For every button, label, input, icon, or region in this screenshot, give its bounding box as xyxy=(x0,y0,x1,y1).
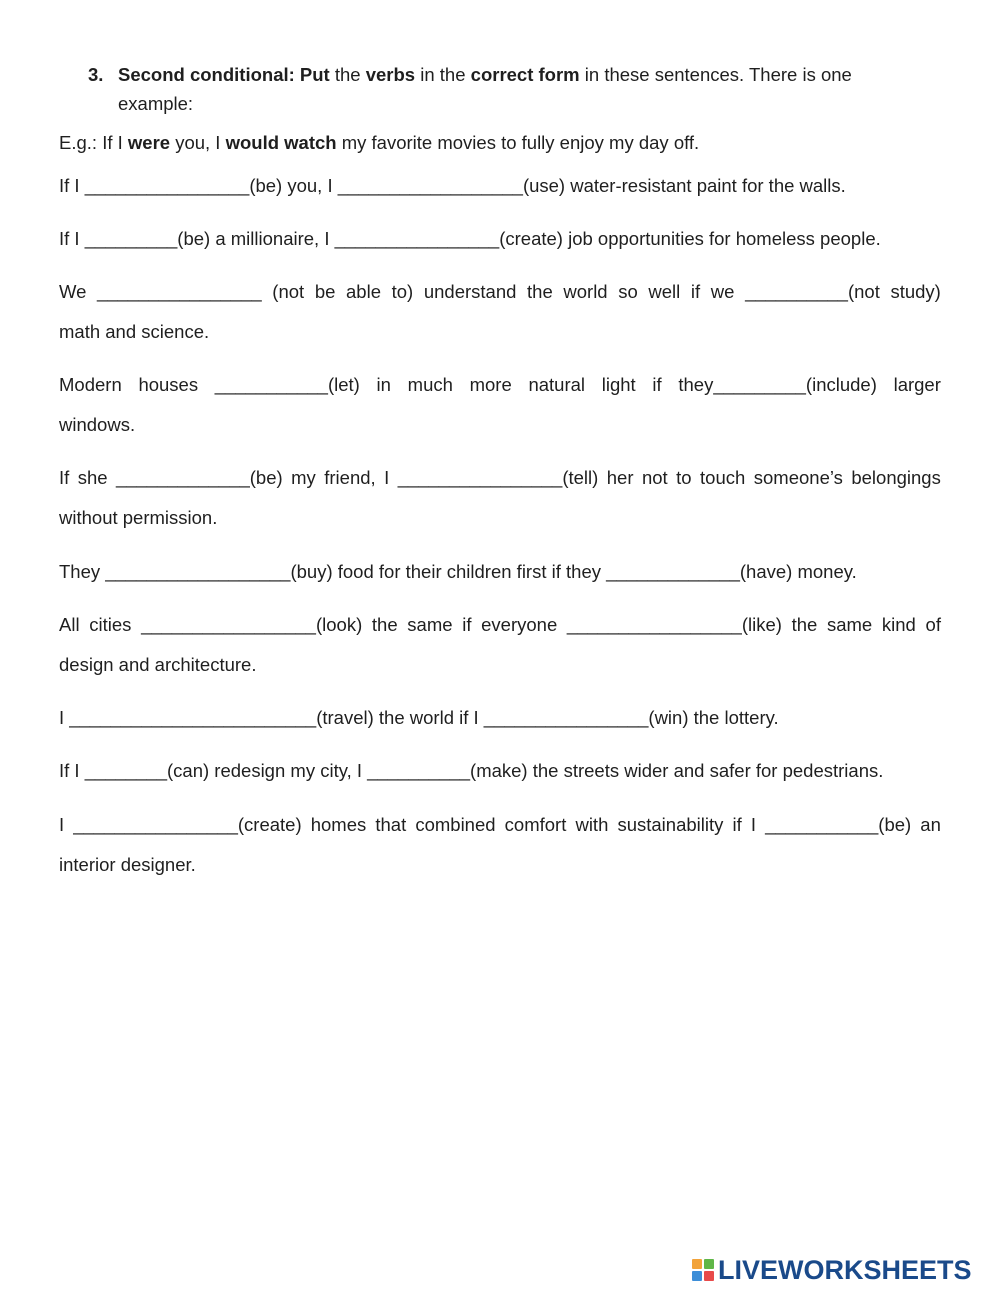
liveworksheets-logo xyxy=(692,1255,972,1285)
sentence-line xyxy=(59,412,941,452)
sentence-text: able xyxy=(346,281,381,302)
exercise-heading xyxy=(88,60,908,118)
sentence-text: light xyxy=(601,374,636,395)
example-part: my favorite movies to fully enjoy my day off. xyxy=(336,132,700,153)
exercise-item xyxy=(59,372,941,452)
sentence-text: someone’s xyxy=(753,467,843,488)
sentence-text: with xyxy=(575,814,609,835)
sentence-text: her xyxy=(606,467,634,488)
instruction-part: in the xyxy=(415,64,471,85)
instruction-part: in these sentences. There is one example: xyxy=(118,64,852,114)
sentence-line xyxy=(59,279,941,319)
sentence-text: the xyxy=(371,614,398,635)
sentence-text: ________________(create) xyxy=(73,814,302,835)
sentence-text: ___________(let) xyxy=(214,374,360,395)
sentence-line xyxy=(59,705,941,745)
example-part: you, I xyxy=(170,132,226,153)
sentence-text: belongings xyxy=(851,467,941,488)
sentence-text: study) xyxy=(890,281,941,302)
sentence-line xyxy=(59,652,941,692)
sentence-text: sustainability xyxy=(617,814,724,835)
sentence-text: design and architecture. xyxy=(59,654,257,675)
exercise-number: 3. xyxy=(88,64,104,85)
sentence-text: larger xyxy=(893,374,941,395)
sentence-line xyxy=(59,319,941,359)
sentence-text: to) xyxy=(391,281,414,302)
exercise-item xyxy=(59,705,941,745)
sentence-text: _________________(like) xyxy=(566,614,782,635)
sentence-text: homes xyxy=(310,814,367,835)
sentence-text: so xyxy=(618,281,638,302)
sentence-text: cities xyxy=(89,614,132,635)
sentence-text: touch xyxy=(700,467,746,488)
sentence-text: comfort xyxy=(504,814,567,835)
sentence-text: she xyxy=(77,467,108,488)
sentence-text: kind xyxy=(881,614,916,635)
sentence-text: everyone xyxy=(481,614,558,635)
sentence-text: to xyxy=(676,467,692,488)
sentence-text: the xyxy=(527,281,553,302)
logo-text: LIVEWORKSHEETS xyxy=(718,1254,972,1285)
sentence-text: same xyxy=(407,614,453,635)
sentence-line xyxy=(59,758,941,798)
sentence-text: the xyxy=(791,614,818,635)
sentence-text: I xyxy=(59,814,65,835)
badge-tile xyxy=(692,1271,702,1281)
exercise-instructions xyxy=(118,60,908,118)
sentence-text: much xyxy=(407,374,453,395)
logo-badge-icon xyxy=(692,1259,714,1281)
sentence-text: _________________(look) xyxy=(141,614,363,635)
sentence-text: friend, xyxy=(324,467,376,488)
badge-tile xyxy=(704,1271,714,1281)
sentence-text: I xyxy=(384,467,390,488)
sentence-text: same xyxy=(826,614,873,635)
exercise-item xyxy=(59,226,941,266)
sentence-text: If xyxy=(59,467,70,488)
sentence-text: I xyxy=(750,814,756,835)
exercise-item xyxy=(59,173,941,213)
sentence-text: my xyxy=(291,467,316,488)
sentence-line xyxy=(59,226,941,266)
sentence-line xyxy=(59,173,941,213)
exercise-item xyxy=(59,612,941,692)
instruction-part: the xyxy=(329,64,366,85)
instruction-part: verbs xyxy=(365,64,416,85)
exercise-item xyxy=(59,559,941,599)
sentence-text: if xyxy=(732,814,742,835)
exercise-item xyxy=(59,465,941,545)
sentence-text: If I ________(can) redesign my city, I __________(make) the streets wider and safer for pedestrians. xyxy=(59,760,884,781)
sentence-text: we xyxy=(710,281,735,302)
sentence-text: If I _________(be) a millionaire, I ________________(create) job opportunities for homeless people. xyxy=(59,228,881,249)
sentence-text: ________________(tell) xyxy=(397,467,599,488)
sentence-line xyxy=(59,812,941,852)
sentence-text: if xyxy=(652,374,662,395)
sentence-text: (not xyxy=(272,281,305,302)
sentence-line xyxy=(59,505,941,545)
exercise-item xyxy=(59,758,941,798)
badge-tile xyxy=(692,1259,702,1269)
sentence-line xyxy=(59,852,941,892)
sentence-text: understand xyxy=(423,281,517,302)
example-part: E.g.: If I xyxy=(59,132,128,153)
sentence-text: natural xyxy=(528,374,586,395)
exercise-item xyxy=(59,279,941,359)
sentence-text: houses xyxy=(138,374,199,395)
sentence-text: well xyxy=(648,281,681,302)
instruction-part: Second conditional: Put xyxy=(118,64,330,85)
sentence-text: We xyxy=(59,281,87,302)
sentence-text: of xyxy=(925,614,941,635)
sentence-text: more xyxy=(469,374,512,395)
sentence-text: they_________(include) xyxy=(678,374,877,395)
example-sentence xyxy=(59,130,941,156)
sentence-text: ___________(be) xyxy=(765,814,912,835)
sentence-text: interior designer. xyxy=(59,854,196,875)
sentence-text: ________________ xyxy=(97,281,262,302)
sentence-text: an xyxy=(920,814,941,835)
sentence-text: if xyxy=(462,614,472,635)
sentence-text: combined xyxy=(415,814,496,835)
sentence-text: math and science. xyxy=(59,321,210,342)
sentence-text: without permission. xyxy=(59,507,218,528)
sentence-text: be xyxy=(314,281,336,302)
sentence-text: All xyxy=(59,614,80,635)
sentence-text: They __________________(buy) food for their children first if they _____________(have) money. xyxy=(59,561,857,582)
sentence-text: that xyxy=(375,814,407,835)
sentence-text: If I ________________(be) you, I __________________(use) water-resistant paint for the walls. xyxy=(59,175,846,196)
sentence-text: if xyxy=(690,281,701,302)
sentence-text: Modern xyxy=(59,374,122,395)
example-part: would watch xyxy=(225,132,337,153)
sentence-text: in xyxy=(376,374,391,395)
sentence-text: world xyxy=(563,281,608,302)
sentence-text: windows. xyxy=(59,414,136,435)
sentence-text: __________(not xyxy=(745,281,880,302)
sentence-line xyxy=(59,612,941,652)
example-part: were xyxy=(127,132,171,153)
sentence-text: _____________(be) xyxy=(116,467,283,488)
badge-tile xyxy=(704,1259,714,1269)
sentence-line xyxy=(59,559,941,599)
sentence-text: not xyxy=(641,467,668,488)
sentence-text: I ________________________(travel) the world if I ________________(win) the lottery. xyxy=(59,707,779,728)
sentence-line xyxy=(59,465,941,505)
instruction-part: correct form xyxy=(470,64,580,85)
sentence-line xyxy=(59,372,941,412)
exercise-item xyxy=(59,812,941,892)
